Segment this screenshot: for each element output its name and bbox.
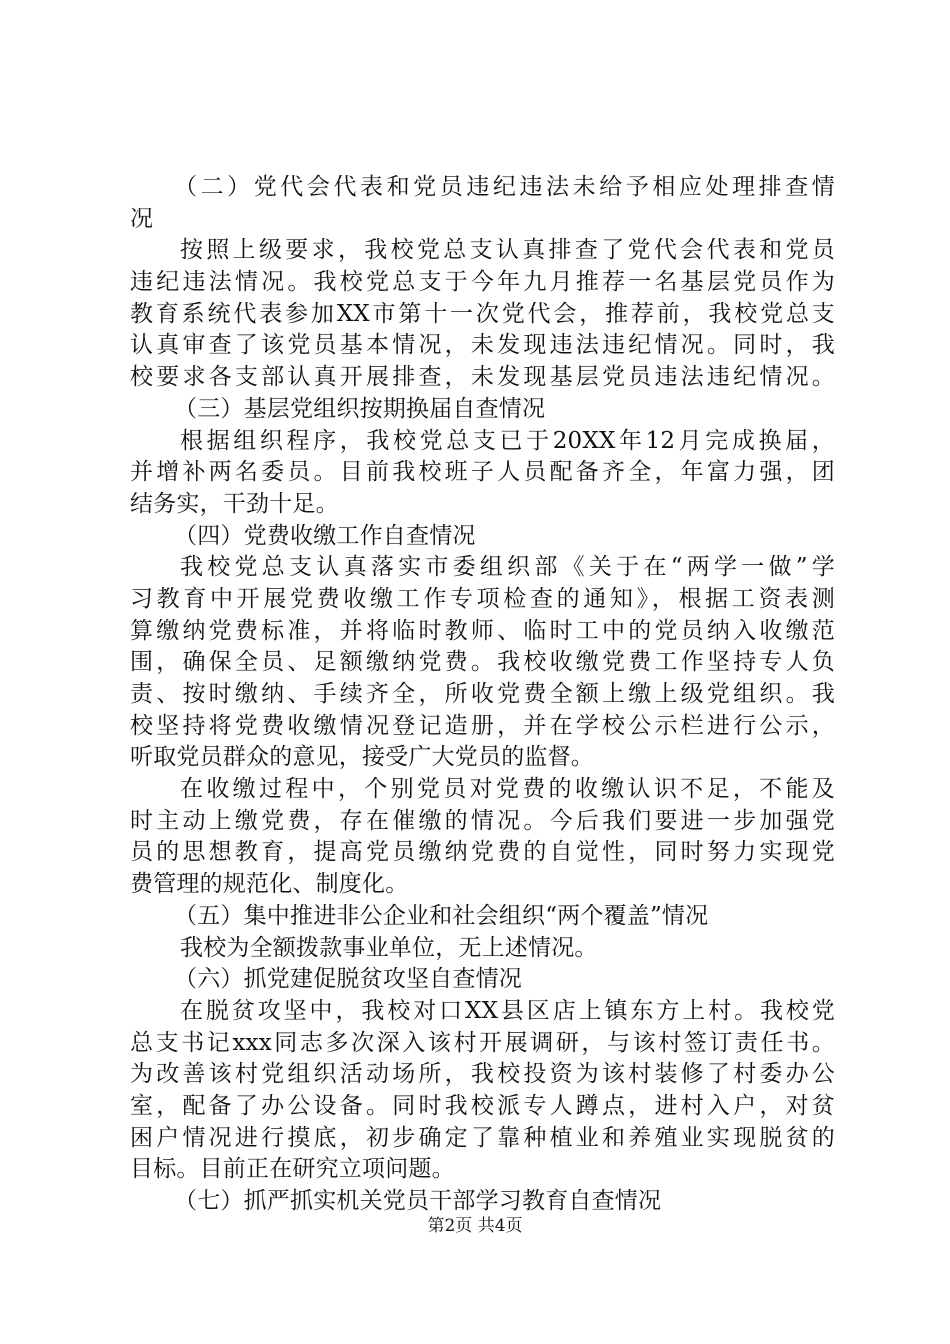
document-body	[130, 172, 835, 1218]
paragraph-line: 算缴纳党费标准，并将临时教师、临时工中的党员纳入收缴范	[130, 617, 835, 644]
section-heading: （二）党代会代表和党员违纪违法未给予相应处理排查情	[174, 174, 835, 200]
paragraph-line: 目标。目前正在研究立项问题。	[130, 1156, 455, 1183]
section-heading: （六）抓党建促脱贫攻坚自查情况	[174, 966, 522, 993]
section-heading: （四）党费收缴工作自查情况	[174, 522, 476, 549]
paragraph-line: 责、按时缴纳、手续齐全，所收党费全额上缴上级党组织。我	[130, 681, 835, 707]
paragraph-line: 结务实，干劲十足。	[130, 490, 339, 517]
paragraph-line: 根据组织程序，我校党总支已于20XX年12月完成换届，	[180, 427, 835, 454]
paragraph-line: 况	[130, 205, 154, 232]
paragraph-line: 总支书记xxx同志多次深入该村开展调研，与该村签订责任书。	[130, 1029, 835, 1056]
paragraph-line: 室，配备了办公设备。同时我校派专人蹲点，进村入户，对贫	[130, 1092, 835, 1119]
paragraph-line: 我校党总支认真落实市委组织部《关于在“两学一做”学	[180, 554, 835, 581]
section-heading: （五）集中推进非公企业和社会组织“两个覆盖”情况	[174, 902, 709, 929]
paragraph-line: 听取党员群众的意见，接受广大党员的监督。	[130, 744, 594, 771]
paragraph-line: 违纪违法情况。我校党总支于今年九月推荐一名基层党员作为	[130, 269, 835, 296]
paragraph-line: 校坚持将党费收缴情况登记造册，并在学校公示栏进行公示，	[130, 712, 835, 739]
paragraph-line: 时主动上缴党费，存在催缴的情况。今后我们要进一步加强党	[130, 807, 835, 834]
section-heading: （三）基层党组织按期换届自查情况	[174, 395, 546, 422]
paragraph-line: 并增补两名委员。目前我校班子人员配备齐全，年富力强，团	[130, 459, 835, 486]
paragraph-line: 员的思想教育，提高党员缴纳党费的自觉性，同时努力实现党	[130, 839, 835, 866]
paragraph-line: 教育系统代表参加XX市第十一次党代会，推荐前，我校党总支	[130, 300, 835, 327]
page-footer: 第2页 共4页	[427, 1216, 523, 1236]
paragraph-line: 我校为全额拨款事业单位，无上述情况。	[180, 934, 598, 961]
paragraph-line: 困户情况进行摸底，初步确定了靠种植业和养殖业实现脱贫的	[130, 1124, 835, 1151]
paragraph-line: 习教育中开展党费收缴工作专项检查的通知》，根据工资表测	[130, 585, 835, 612]
section-heading: （七）抓严抓实机关党员干部学习教育自查情况	[174, 1188, 662, 1214]
paragraph-line: 围，确保全员、足额缴纳党费。我校收缴党费工作坚持专人负	[130, 649, 835, 676]
paragraph-line: 费管理的规范化、制度化。	[130, 871, 409, 898]
paragraph-line: 在收缴过程中，个别党员对党费的收缴认识不足，不能及	[180, 776, 835, 803]
paragraph-line: 认真审查了该党员基本情况，未发现违法违纪情况。同时，我	[130, 332, 835, 359]
paragraph-line: 校要求各支部认真开展排查，未发现基层党员违法违纪情况。	[130, 364, 835, 391]
paragraph-line: 为改善该村党组织活动场所，我校投资为该村装修了村委办公	[130, 1061, 835, 1088]
paragraph-line: 在脱贫攻坚中，我校对口XX县区店上镇东方上村。我校党	[180, 997, 835, 1024]
paragraph-line: 按照上级要求，我校党总支认真排查了党代会代表和党员	[180, 237, 835, 264]
